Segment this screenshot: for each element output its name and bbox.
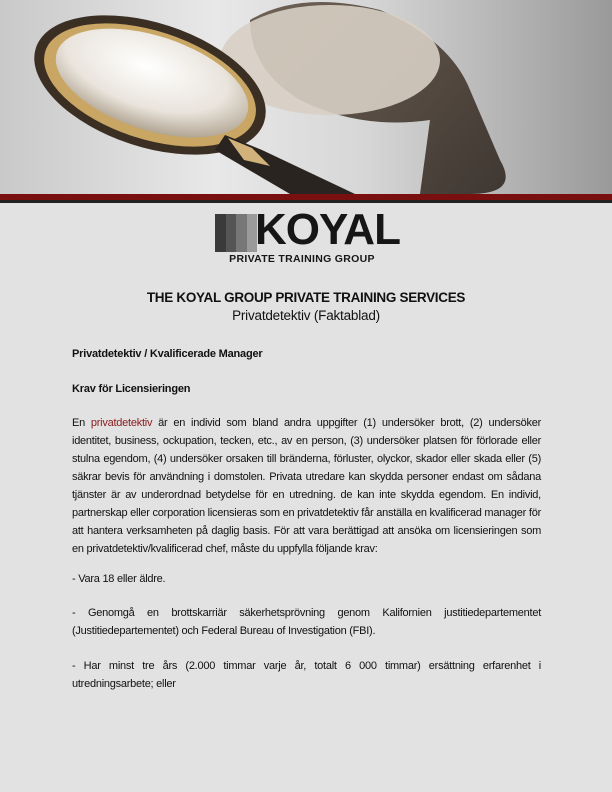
header-dark-rule — [0, 200, 612, 203]
koyal-logo — [215, 205, 400, 266]
document-subtitle: Privatdetektiv (Faktablad) — [232, 308, 380, 323]
requirement-item: - Genomgå en brottskarriär säkerhetsprövning genom Kalifornien justitiedepartementet (Justitiedepartementet) och Federal Bureau of Investigation (FBI). — [72, 607, 541, 637]
document-title: THE KOYAL GROUP PRIVATE TRAINING SERVICES — [146, 290, 466, 305]
intro-text-start: En — [72, 417, 91, 429]
header-photo-magnifying-glass — [0, 0, 612, 194]
magnifying-glass-illustration — [0, 0, 612, 194]
logo-subtitle: PRIVATE TRAINING GROUP — [229, 253, 375, 265]
section-heading-licensing: Krav för Licensieringen — [72, 383, 191, 395]
intro-text-rest: är en individ som bland andra uppgifter (1) undersöker brott, (2) undersöker identitet, business, ockupation, tecken, etc., av en person, (3) undersöker platsen för förlorade eller stulna egendom, (4) undersöker orsaken till bränderna, förluster, olyckor, skador eller skada eller (5) säkrar bevis för användning i domstolen. Privata utredare kan skydda personer endast om sådana tjänster är av underordnad betydelse för en utredning. de kan inte skydda egendom. En individ, partnerskap eller corporation licensieras som en privatdetektiv får anställa en kvalificerad manager för att hantera verksamheten på daglig basis. För att vara berättigad att ansöka om licensieringen som en privatdetektiv/kvalificerad chef, måste du uppfylla följande krav: — [72, 417, 541, 555]
requirement-item: - Har minst tre års (2.000 timmar varje år, totalt 6 000 timmar) ersättning erfarenhet i utredningsarbete; eller — [72, 660, 541, 690]
intro-paragraph — [72, 414, 541, 558]
requirement-item: - Vara 18 eller äldre. — [72, 573, 166, 585]
privatdetektiv-link[interactable]: privatdetektiv — [90, 417, 153, 429]
section-heading-manager: Privatdetektiv / Kvalificerade Manager — [72, 348, 263, 360]
logo-wordmark: KOYAL — [255, 205, 400, 254]
logo-stripes-icon — [215, 214, 257, 252]
